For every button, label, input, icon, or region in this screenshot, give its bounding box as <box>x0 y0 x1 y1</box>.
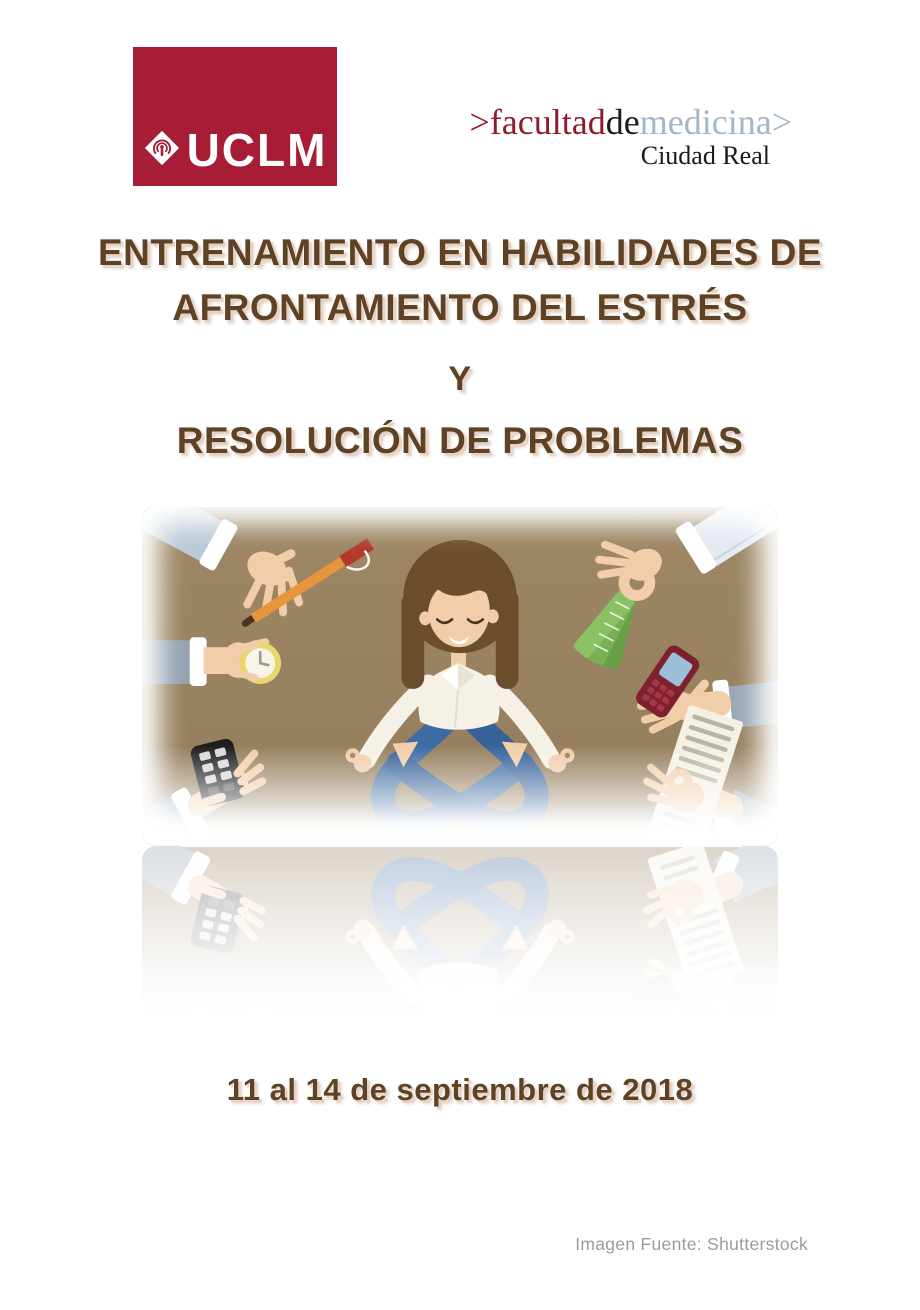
event-date: 11 al 14 de septiembre de 2018 <box>226 1072 694 1107</box>
faculty-word-facultad: facultad <box>489 102 606 142</box>
image-credit: Imagen Fuente: Shutterstock <box>575 1234 808 1254</box>
faculty-city: Ciudad Real <box>640 140 770 170</box>
title-connector: Y <box>448 360 472 398</box>
bottom-fog <box>142 746 778 845</box>
title-line-1: ENTRENAMIENTO EN HABILIDADES DE <box>97 232 823 273</box>
uclm-logo-text: UCLM <box>186 124 328 176</box>
faculty-logo <box>470 104 793 169</box>
uclm-diamond-fingerprint-icon <box>143 129 181 172</box>
faculty-logo-main <box>470 104 793 142</box>
illustration-main <box>142 506 778 846</box>
faculty-word-de: de <box>605 102 640 142</box>
faculty-word-medicina: medicina <box>639 102 772 142</box>
faculty-bracket-right: > <box>771 102 792 142</box>
illustration-reflection <box>142 846 778 1051</box>
uclm-logo <box>133 47 337 186</box>
faculty-bracket-left: > <box>469 102 490 142</box>
title-line-2: AFRONTAMIENTO DEL ESTRÉS <box>172 287 748 328</box>
title-line-3: RESOLUCIÓN DE PROBLEMAS <box>176 420 744 461</box>
meditation-illustration <box>142 506 778 1051</box>
